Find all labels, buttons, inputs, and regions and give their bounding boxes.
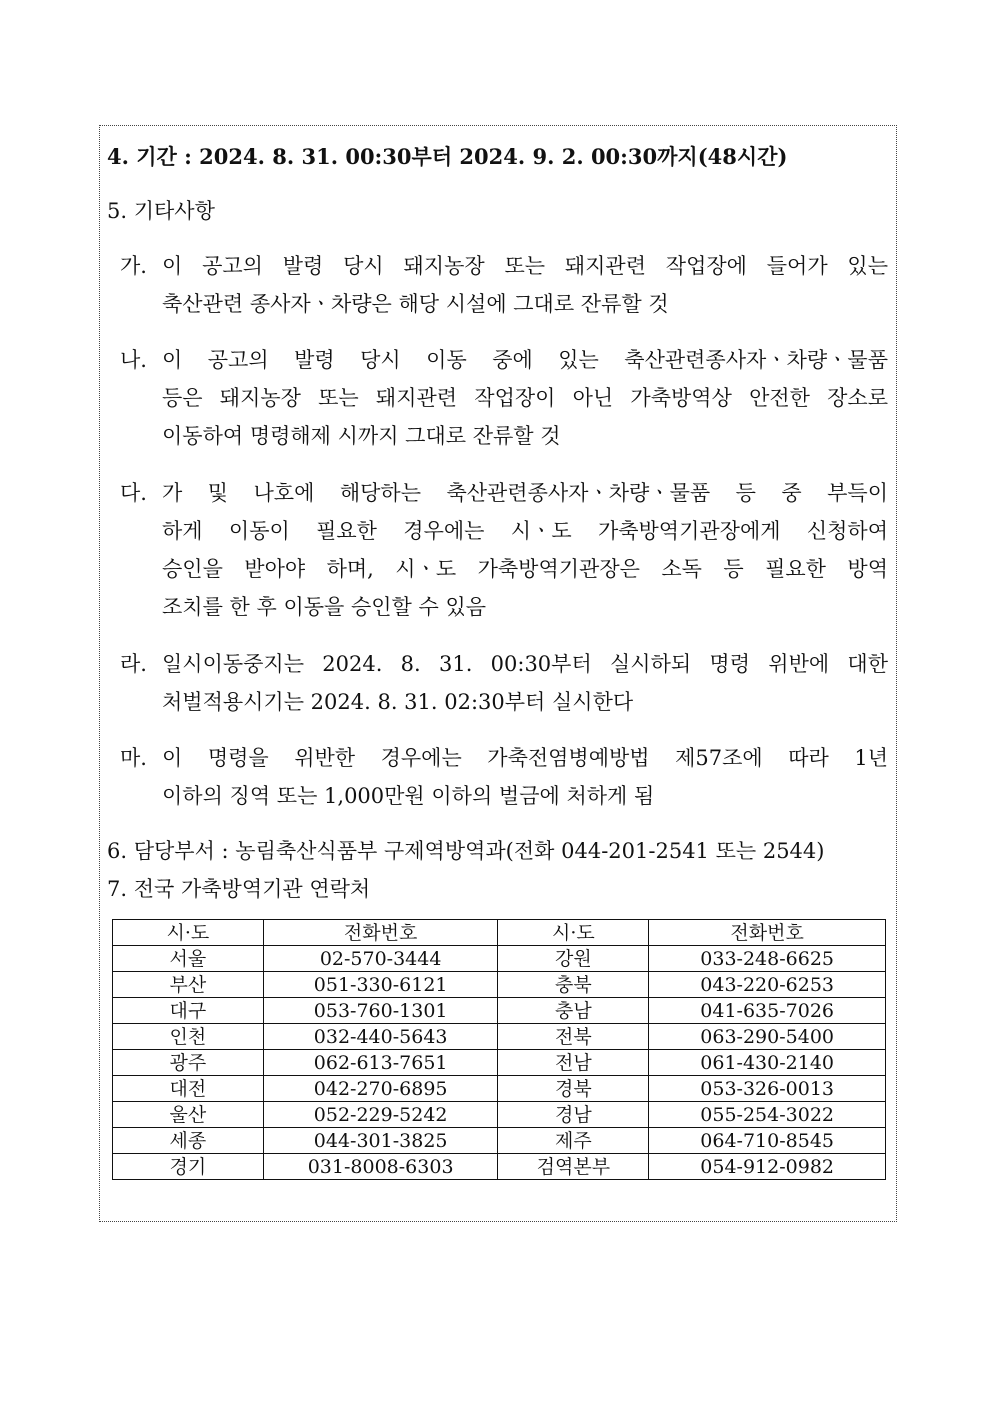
item-line: 하게 이동이 필요한 경우에는 시ㆍ도 가축방역기관장에게 신청하여	[162, 519, 888, 543]
item-mark: 가.	[120, 254, 147, 278]
item-ga	[120, 247, 888, 323]
phone-cell: 041-635-7026	[649, 998, 886, 1024]
item-line: 이하의 징역 또는 1,000만원 이하의 벌금에 처하게 됨	[162, 784, 655, 808]
table-row	[113, 1024, 886, 1050]
phone-cell: 063-290-5400	[649, 1024, 886, 1050]
phone-cell: 053-326-0013	[649, 1076, 886, 1102]
phone-cell: 052-229-5242	[263, 1102, 498, 1128]
region-cell: 강원	[498, 946, 649, 972]
table-row	[113, 998, 886, 1024]
phone-cell: 051-330-6121	[263, 972, 498, 998]
item-line: 조치를 한 후 이동을 승인할 수 있음	[162, 595, 487, 619]
item-mark: 다.	[120, 481, 147, 505]
item-line: 승인을 받아야 하며, 시ㆍ도 가축방역기관장은 소독 등 필요한 방역	[162, 557, 888, 581]
item-ma	[120, 739, 888, 815]
table-row	[113, 1128, 886, 1154]
phone-cell: 032-440-5643	[263, 1024, 498, 1050]
phone-cell: 064-710-8545	[649, 1128, 886, 1154]
table-row	[113, 1050, 886, 1076]
table-row	[113, 946, 886, 972]
phone-cell: 061-430-2140	[649, 1050, 886, 1076]
region-cell: 울산	[113, 1102, 264, 1128]
region-cell: 세종	[113, 1128, 264, 1154]
table-row	[113, 1154, 886, 1180]
phone-cell: 043-220-6253	[649, 972, 886, 998]
region-cell: 경북	[498, 1076, 649, 1102]
region-cell: 광주	[113, 1050, 264, 1076]
phone-cell: 053-760-1301	[263, 998, 498, 1024]
region-cell: 경남	[498, 1102, 649, 1128]
phone-cell: 02-570-3444	[263, 946, 498, 972]
item-mark: 라.	[120, 652, 147, 676]
region-cell: 서울	[113, 946, 264, 972]
region-cell: 충북	[498, 972, 649, 998]
region-cell: 경기	[113, 1154, 264, 1180]
table-row	[113, 1102, 886, 1128]
table-row	[113, 972, 886, 998]
region-cell: 부산	[113, 972, 264, 998]
region-cell: 전북	[498, 1024, 649, 1050]
header-region: 시·도	[498, 920, 649, 946]
phone-cell: 044-301-3825	[263, 1128, 498, 1154]
item-line: 이 명령을 위반한 경우에는 가축전염병예방법 제57조에 따라 1년	[162, 746, 888, 770]
item-da	[120, 474, 888, 626]
region-cell: 인천	[113, 1024, 264, 1050]
item-line: 이 공고의 발령 당시 돼지농장 또는 돼지관련 작업장에 들어가 있는	[162, 254, 888, 278]
table-row	[113, 1076, 886, 1102]
phone-cell: 054-912-0982	[649, 1154, 886, 1180]
section-6-department: 6. 담당부서 : 농림축산식품부 구제역방역과(전화 044-201-2541 또는 2544)	[107, 839, 825, 863]
item-ra	[120, 645, 888, 721]
region-cell: 대전	[113, 1076, 264, 1102]
header-region: 시·도	[113, 920, 264, 946]
item-line: 처벌적용시기는 2024. 8. 31. 02:30부터 실시한다	[162, 690, 634, 714]
item-line: 이동하여 명령해제 시까지 그대로 잔류할 것	[162, 424, 561, 448]
item-mark: 나.	[120, 348, 147, 372]
table-header-row	[113, 920, 886, 946]
region-cell: 충남	[498, 998, 649, 1024]
region-cell: 전남	[498, 1050, 649, 1076]
header-phone: 전화번호	[263, 920, 498, 946]
item-line: 가 및 나호에 해당하는 축산관련종사자ㆍ차량ㆍ물품 등 중 부득이	[162, 481, 888, 505]
item-mark: 마.	[120, 746, 147, 770]
item-line: 이 공고의 발령 당시 이동 중에 있는 축산관련종사자ㆍ차량ㆍ물품	[162, 348, 888, 372]
phone-cell: 055-254-3022	[649, 1102, 886, 1128]
section-7-heading: 7. 전국 가축방역기관 연락처	[107, 877, 371, 901]
region-cell: 대구	[113, 998, 264, 1024]
region-cell: 검역본부	[498, 1154, 649, 1180]
header-phone: 전화번호	[649, 920, 886, 946]
contact-table	[112, 919, 886, 1180]
region-cell: 제주	[498, 1128, 649, 1154]
section-5-heading: 5. 기타사항	[107, 199, 215, 223]
item-line: 일시이동중지는 2024. 8. 31. 00:30부터 실시하되 명령 위반에 대한	[162, 652, 888, 676]
phone-cell: 042-270-6895	[263, 1076, 498, 1102]
section-4-period: 4. 기간 : 2024. 8. 31. 00:30부터 2024. 9. 2. 00:30까지(48시간)	[107, 144, 788, 169]
item-na	[120, 341, 888, 455]
item-line: 축산관련 종사자ㆍ차량은 해당 시설에 그대로 잔류할 것	[162, 292, 669, 316]
item-line: 등은 돼지농장 또는 돼지관련 작업장이 아닌 가축방역상 안전한 장소로	[162, 386, 888, 410]
phone-cell: 031-8008-6303	[263, 1154, 498, 1180]
phone-cell: 062-613-7651	[263, 1050, 498, 1076]
phone-cell: 033-248-6625	[649, 946, 886, 972]
